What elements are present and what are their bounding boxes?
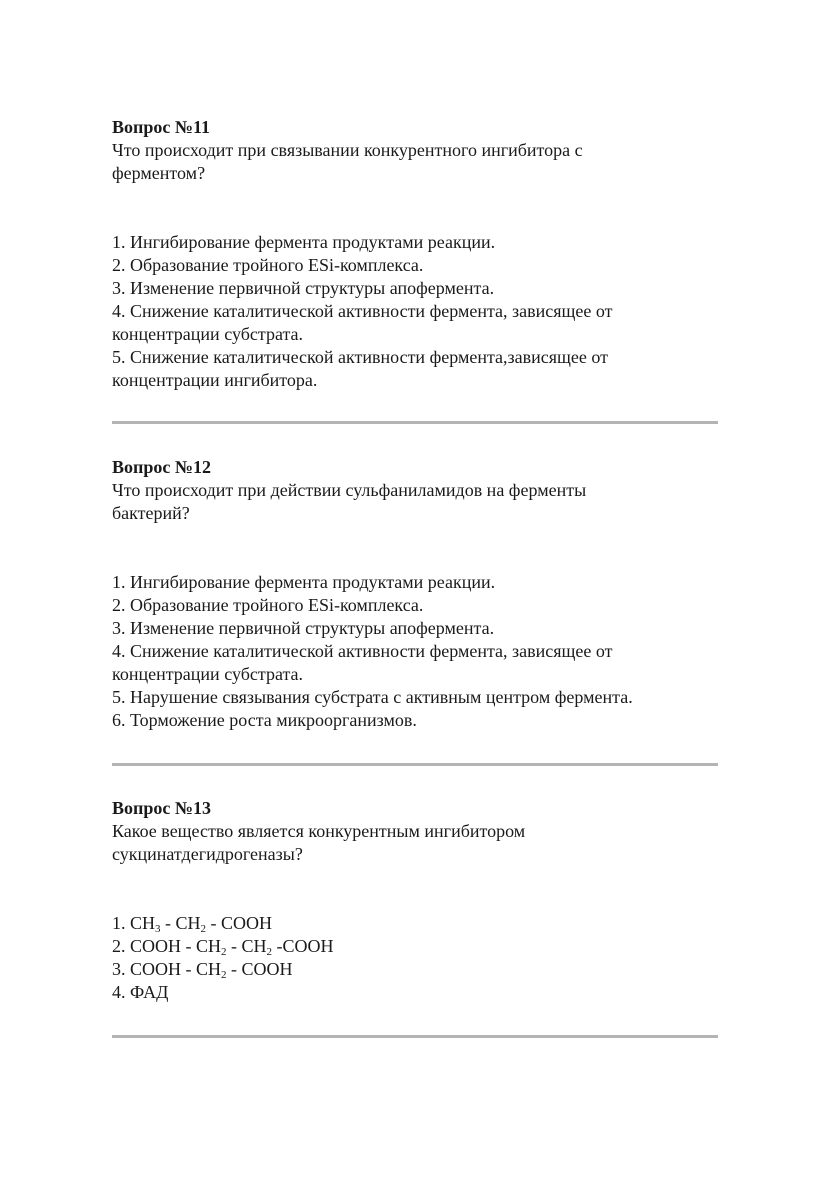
formula-text: -COOH [272, 936, 334, 956]
answer-option[interactable]: 2. Образование тройного ESi-комплекса. [112, 255, 424, 275]
answer-option[interactable] [112, 958, 722, 981]
formula-text: 1. CH [112, 913, 156, 933]
divider [112, 763, 718, 766]
formula-text: 2. COOH - CH [112, 936, 222, 956]
answer-list [112, 912, 722, 1004]
formula-subscript: 2 [221, 969, 227, 981]
question-12 [112, 456, 722, 732]
formula-subscript: 3 [155, 923, 161, 935]
answer-option[interactable]: 4. Снижение каталитической активности фермента, зависящее от концентрации субстрата. [112, 641, 613, 684]
answer-option[interactable]: 4. Снижение каталитической активности фермента, зависящее от концентрации субстрата. [112, 301, 613, 344]
question-text: Какое вещество является конкурентным ингибитором сукцинатдегидрогеназы? [112, 821, 526, 864]
question-text: Что происходит при действии сульфаниламидов на ферменты бактерий? [112, 480, 587, 523]
answer-option[interactable]: 6. Торможение роста микроорганизмов. [112, 710, 417, 730]
answer-list [112, 231, 682, 392]
answer-option[interactable]: 5. Снижение каталитической активности фермента,зависящее от концентрации ингибитора. [112, 347, 609, 390]
question-title: Вопрос №11 [112, 117, 210, 137]
answer-option[interactable] [112, 981, 722, 1004]
formula-text: - COOH [226, 959, 293, 979]
formula-subscript: 2 [200, 923, 207, 935]
question-11 [112, 116, 722, 392]
answer-option[interactable]: 3. Изменение первичной структуры апофермента. [112, 618, 495, 638]
divider [112, 1035, 718, 1038]
formula-text: - CH [226, 936, 267, 956]
divider [112, 421, 718, 424]
question-text: Что происходит при связывании конкурентного ингибитора с ферментом? [112, 140, 583, 183]
answer-option[interactable]: 1. Ингибирование фермента продуктами реакции. [112, 232, 496, 252]
question-title: Вопрос №13 [112, 798, 211, 818]
answer-option[interactable]: 2. Образование тройного ESi-комплекса. [112, 595, 424, 615]
formula-text: - CH [160, 913, 201, 933]
answer-option[interactable]: 1. Ингибирование фермента продуктами реакции. [112, 572, 496, 592]
formula-subscript: 2 [266, 946, 273, 958]
question-13 [112, 797, 722, 1004]
answer-list [112, 571, 692, 732]
question-title: Вопрос №12 [112, 457, 211, 477]
answer-option[interactable] [112, 935, 722, 958]
formula-text: - COOH [206, 913, 273, 933]
answer-option[interactable]: 3. Изменение первичной структуры апофермента. [112, 278, 495, 298]
formula-subscript: 2 [221, 946, 227, 958]
answer-option[interactable] [112, 912, 722, 935]
answer-option[interactable]: 5. Нарушение связывания субстрата с активным центром фермента. [112, 687, 633, 707]
formula-text: 3. COOH - CH [112, 959, 222, 979]
formula-text: 4. ФАД [112, 982, 169, 1002]
